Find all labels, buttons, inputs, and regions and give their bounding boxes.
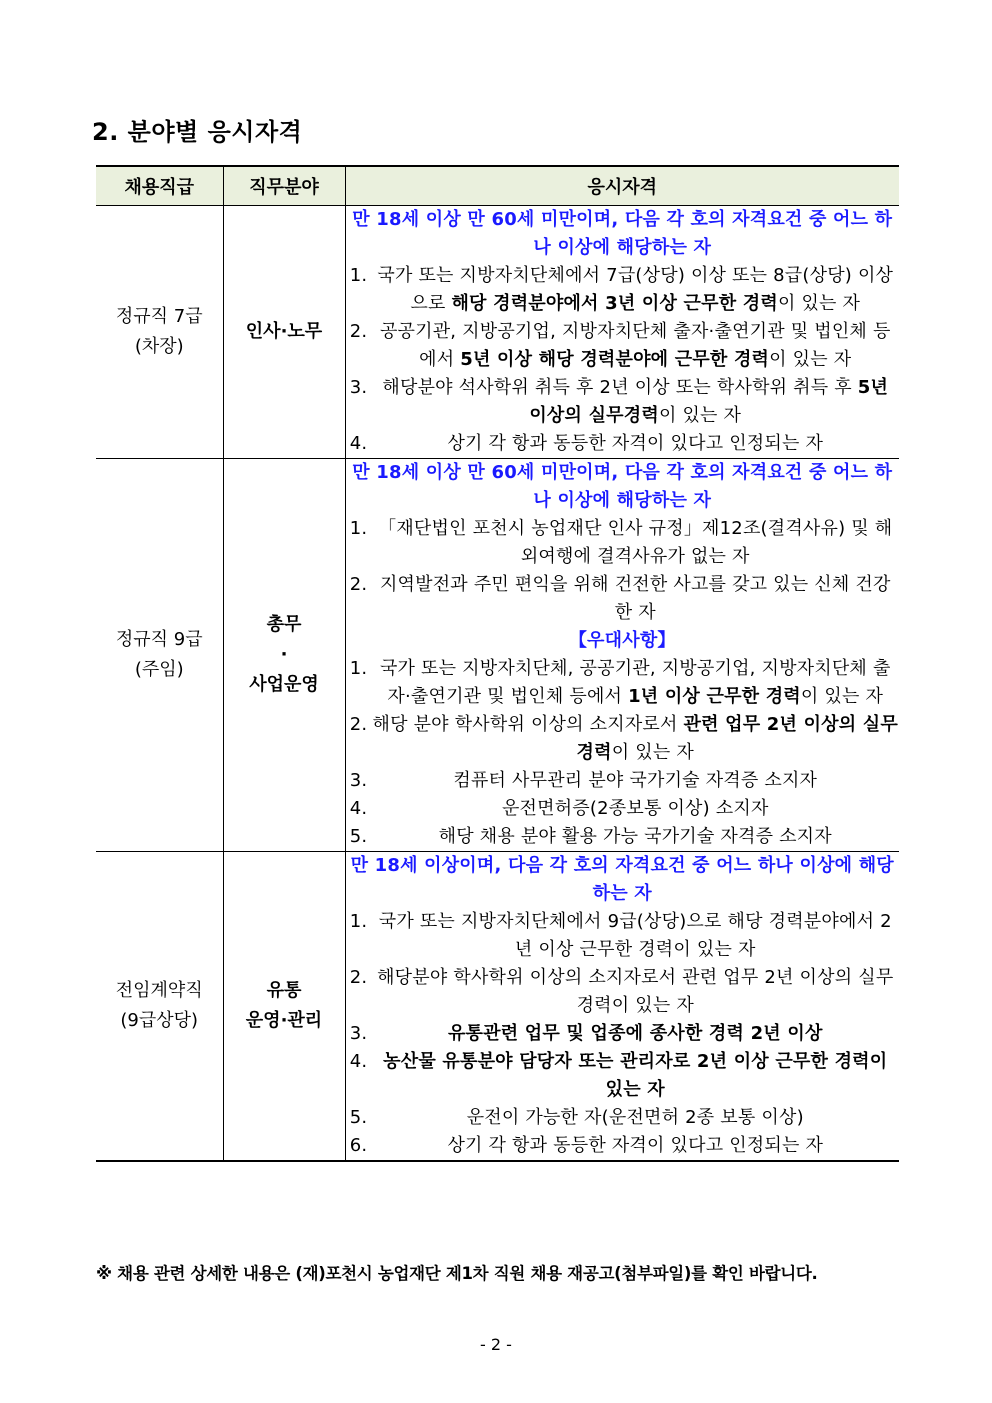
plain-text: 상기 각 항과 동등한 자격이 있다고 인정되는 자 (447, 1135, 824, 1156)
item-text (372, 908, 900, 964)
item-text (372, 571, 900, 627)
plain-text: 이 있는 자 (769, 349, 852, 370)
item-number: 1. (349, 911, 368, 932)
plain-text: 해당 분야 학사학위 이상의 소지자로서 (372, 714, 684, 735)
item-text (372, 795, 900, 823)
emphasis-text: 5년 이상의 실무경력 (529, 377, 889, 426)
item-text (372, 767, 900, 795)
preference-heading: 【우대사항】 (568, 630, 676, 651)
qualification-item (346, 318, 900, 374)
emphasis-text: 관련 업무 2년 이상의 실무경력 (576, 714, 898, 763)
qualification-item (346, 571, 900, 627)
plain-text: 이 있는 자 (777, 293, 861, 314)
item-text (372, 823, 900, 851)
qualification-item (346, 767, 900, 795)
item-text (372, 1020, 900, 1048)
plain-text: 공공기관, 지방공기업, 지방자치단체 출자·출연기관 및 법인체 등에서 (379, 321, 891, 370)
plain-text: 해당분야 석사학위 취득 후 2년 이상 또는 학사학위 취득 후 (382, 377, 858, 398)
item-text (372, 1132, 900, 1160)
item-number: 1. (349, 658, 368, 679)
item-text (372, 430, 900, 458)
qualification-item (346, 655, 900, 711)
header-qualification: 응시자격 (345, 166, 899, 206)
item-number: 3. (349, 1023, 368, 1044)
qualification-item (346, 823, 900, 851)
emphasis-text: 5년 이상 해당 경력분야에 근무한 경력 (460, 349, 770, 370)
qualification-item (346, 908, 900, 964)
qualification-cell (345, 206, 899, 459)
plain-text: 상기 각 항과 동등한 자격이 있다고 인정되는 자 (447, 433, 824, 454)
table-row (96, 206, 899, 459)
item-number: 4. (349, 798, 368, 819)
field-line: 사업운영 (249, 674, 319, 695)
field-cell (223, 852, 345, 1162)
plain-text: 국가 또는 지방자치단체, 공공기관, 지방공기업, 지방자치단체 출자·출연기관 및 법인체 등에서 (379, 658, 891, 707)
qualification-cell (345, 459, 899, 852)
qualification-item (346, 964, 900, 1020)
qualification-cell (345, 852, 899, 1162)
item-text (372, 515, 900, 571)
grade-cell (96, 459, 223, 852)
grade-line: 정규직 9급 (115, 629, 203, 650)
item-text (372, 1104, 900, 1132)
field-line: 유통 (266, 980, 302, 1001)
grade-line: 전임계약직 (115, 980, 203, 1001)
item-number: 6. (349, 1135, 368, 1156)
item-number: 1. (349, 518, 368, 539)
grade-line: 정규직 7급 (115, 306, 203, 327)
field-cell (223, 459, 345, 852)
plain-text: 국가 또는 지방자치단체에서 7급(상당) 이상 또는 8급(상당) 이상으로 (377, 265, 894, 314)
field-line: 인사·노무 (245, 321, 323, 342)
plain-text: 해당 채용 분야 활용 가능 국가기술 자격증 소지자 (438, 826, 832, 847)
item-text (372, 374, 900, 430)
plain-text: 컴퓨터 사무관리 분야 국가기술 자격증 소지자 (453, 770, 818, 791)
header-field: 직무분야 (223, 166, 345, 206)
plain-text: 국가 또는 지방자치단체에서 9급(상당)으로 해당 경력분야에서 2년 이상 근무한 경력이 있는 자 (378, 911, 892, 960)
qualification-table (96, 165, 899, 1162)
qualification-item (346, 262, 900, 318)
plain-text: 해당분야 학사학위 이상의 소지자로서 관련 업무 2년 이상의 실무경력이 있는 자 (377, 967, 894, 1016)
qualification-item (346, 430, 900, 458)
page-number: - 2 - (480, 1335, 512, 1354)
item-text (372, 1048, 900, 1104)
qualification-item (346, 711, 900, 767)
emphasis-text: 유통관련 업무 및 업종에 종사한 경력 2년 이상 (447, 1023, 823, 1044)
header-grade: 채용직급 (96, 166, 223, 206)
table-row (96, 852, 899, 1162)
item-number: 2. (349, 321, 368, 342)
item-number: 5. (349, 826, 368, 847)
plain-text: 운전면허증(2종보통 이상) 소지자 (501, 798, 769, 819)
item-text (372, 711, 900, 767)
plain-text: 이 있는 자 (611, 742, 694, 763)
qualification-item (346, 515, 900, 571)
plain-text: 이 있는 자 (658, 405, 742, 426)
qualification-item (346, 1048, 900, 1104)
table-row (96, 459, 899, 852)
footnote: ※ 채용 관련 상세한 내용은 (재)포천시 농업재단 제1차 직원 채용 재공고(첨부파일)를 확인 바랍니다. (96, 1264, 818, 1283)
item-text (372, 655, 900, 711)
item-text (372, 262, 900, 318)
eligibility-lead: 만 18세 이상 만 60세 미만이며, 다음 각 호의 자격요건 중 어느 하나 이상에 해당하는 자 (352, 209, 893, 258)
grade-line: (주임) (134, 659, 184, 680)
item-number: 3. (349, 770, 368, 791)
section-title: 2. 분야별 응시자격 (92, 118, 303, 146)
eligibility-lead: 만 18세 이상 만 60세 미만이며, 다음 각 호의 자격요건 중 어느 하나 이상에 해당하는 자 (352, 462, 893, 511)
table-body (96, 206, 899, 1162)
item-number: 3. (349, 377, 368, 398)
qualification-item (346, 1132, 900, 1160)
field-line: 운영·관리 (245, 1010, 323, 1031)
item-number: 4. (349, 433, 368, 454)
emphasis-text: 해당 경력분야에서 3년 이상 근무한 경력 (451, 293, 778, 314)
item-number: 4. (349, 1051, 368, 1072)
eligibility-lead: 만 18세 이상이며, 다음 각 호의 자격요건 중 어느 하나 이상에 해당하는 자 (350, 855, 894, 904)
item-number: 5. (349, 1107, 368, 1128)
item-text (372, 964, 900, 1020)
qualification-item (346, 795, 900, 823)
grade-cell (96, 206, 223, 459)
grade-line: (차장) (134, 336, 184, 357)
field-line: 총무 (266, 614, 302, 635)
qualification-item (346, 1020, 900, 1048)
item-number: 2. (349, 574, 368, 595)
item-number: 2. (349, 967, 368, 988)
item-number: 2. (349, 714, 368, 735)
field-line: · (280, 644, 288, 665)
qualification-item (346, 1104, 900, 1132)
grade-cell (96, 852, 223, 1162)
qualification-item (346, 374, 900, 430)
item-number: 1. (349, 265, 368, 286)
plain-text: 이 있는 자 (800, 686, 884, 707)
field-cell (223, 206, 345, 459)
plain-text: 운전이 가능한 자(운전면허 2종 보통 이상) (466, 1107, 804, 1128)
grade-line: (9급상당) (120, 1010, 199, 1031)
plain-text: 지역발전과 주민 편익을 위해 건전한 사고를 갖고 있는 신체 건강한 자 (379, 574, 891, 623)
item-text (372, 318, 900, 374)
plain-text: 「재단법인 포천시 농업재단 인사 규정」제12조(결격사유) 및 해외여행에 결격사유가 없는 자 (378, 518, 893, 567)
emphasis-text: 농산물 유통분야 담당자 또는 관리자로 2년 이상 근무한 경력이 있는 자 (383, 1051, 888, 1100)
table-header-row (96, 166, 899, 206)
emphasis-text: 1년 이상 근무한 경력 (628, 686, 801, 707)
